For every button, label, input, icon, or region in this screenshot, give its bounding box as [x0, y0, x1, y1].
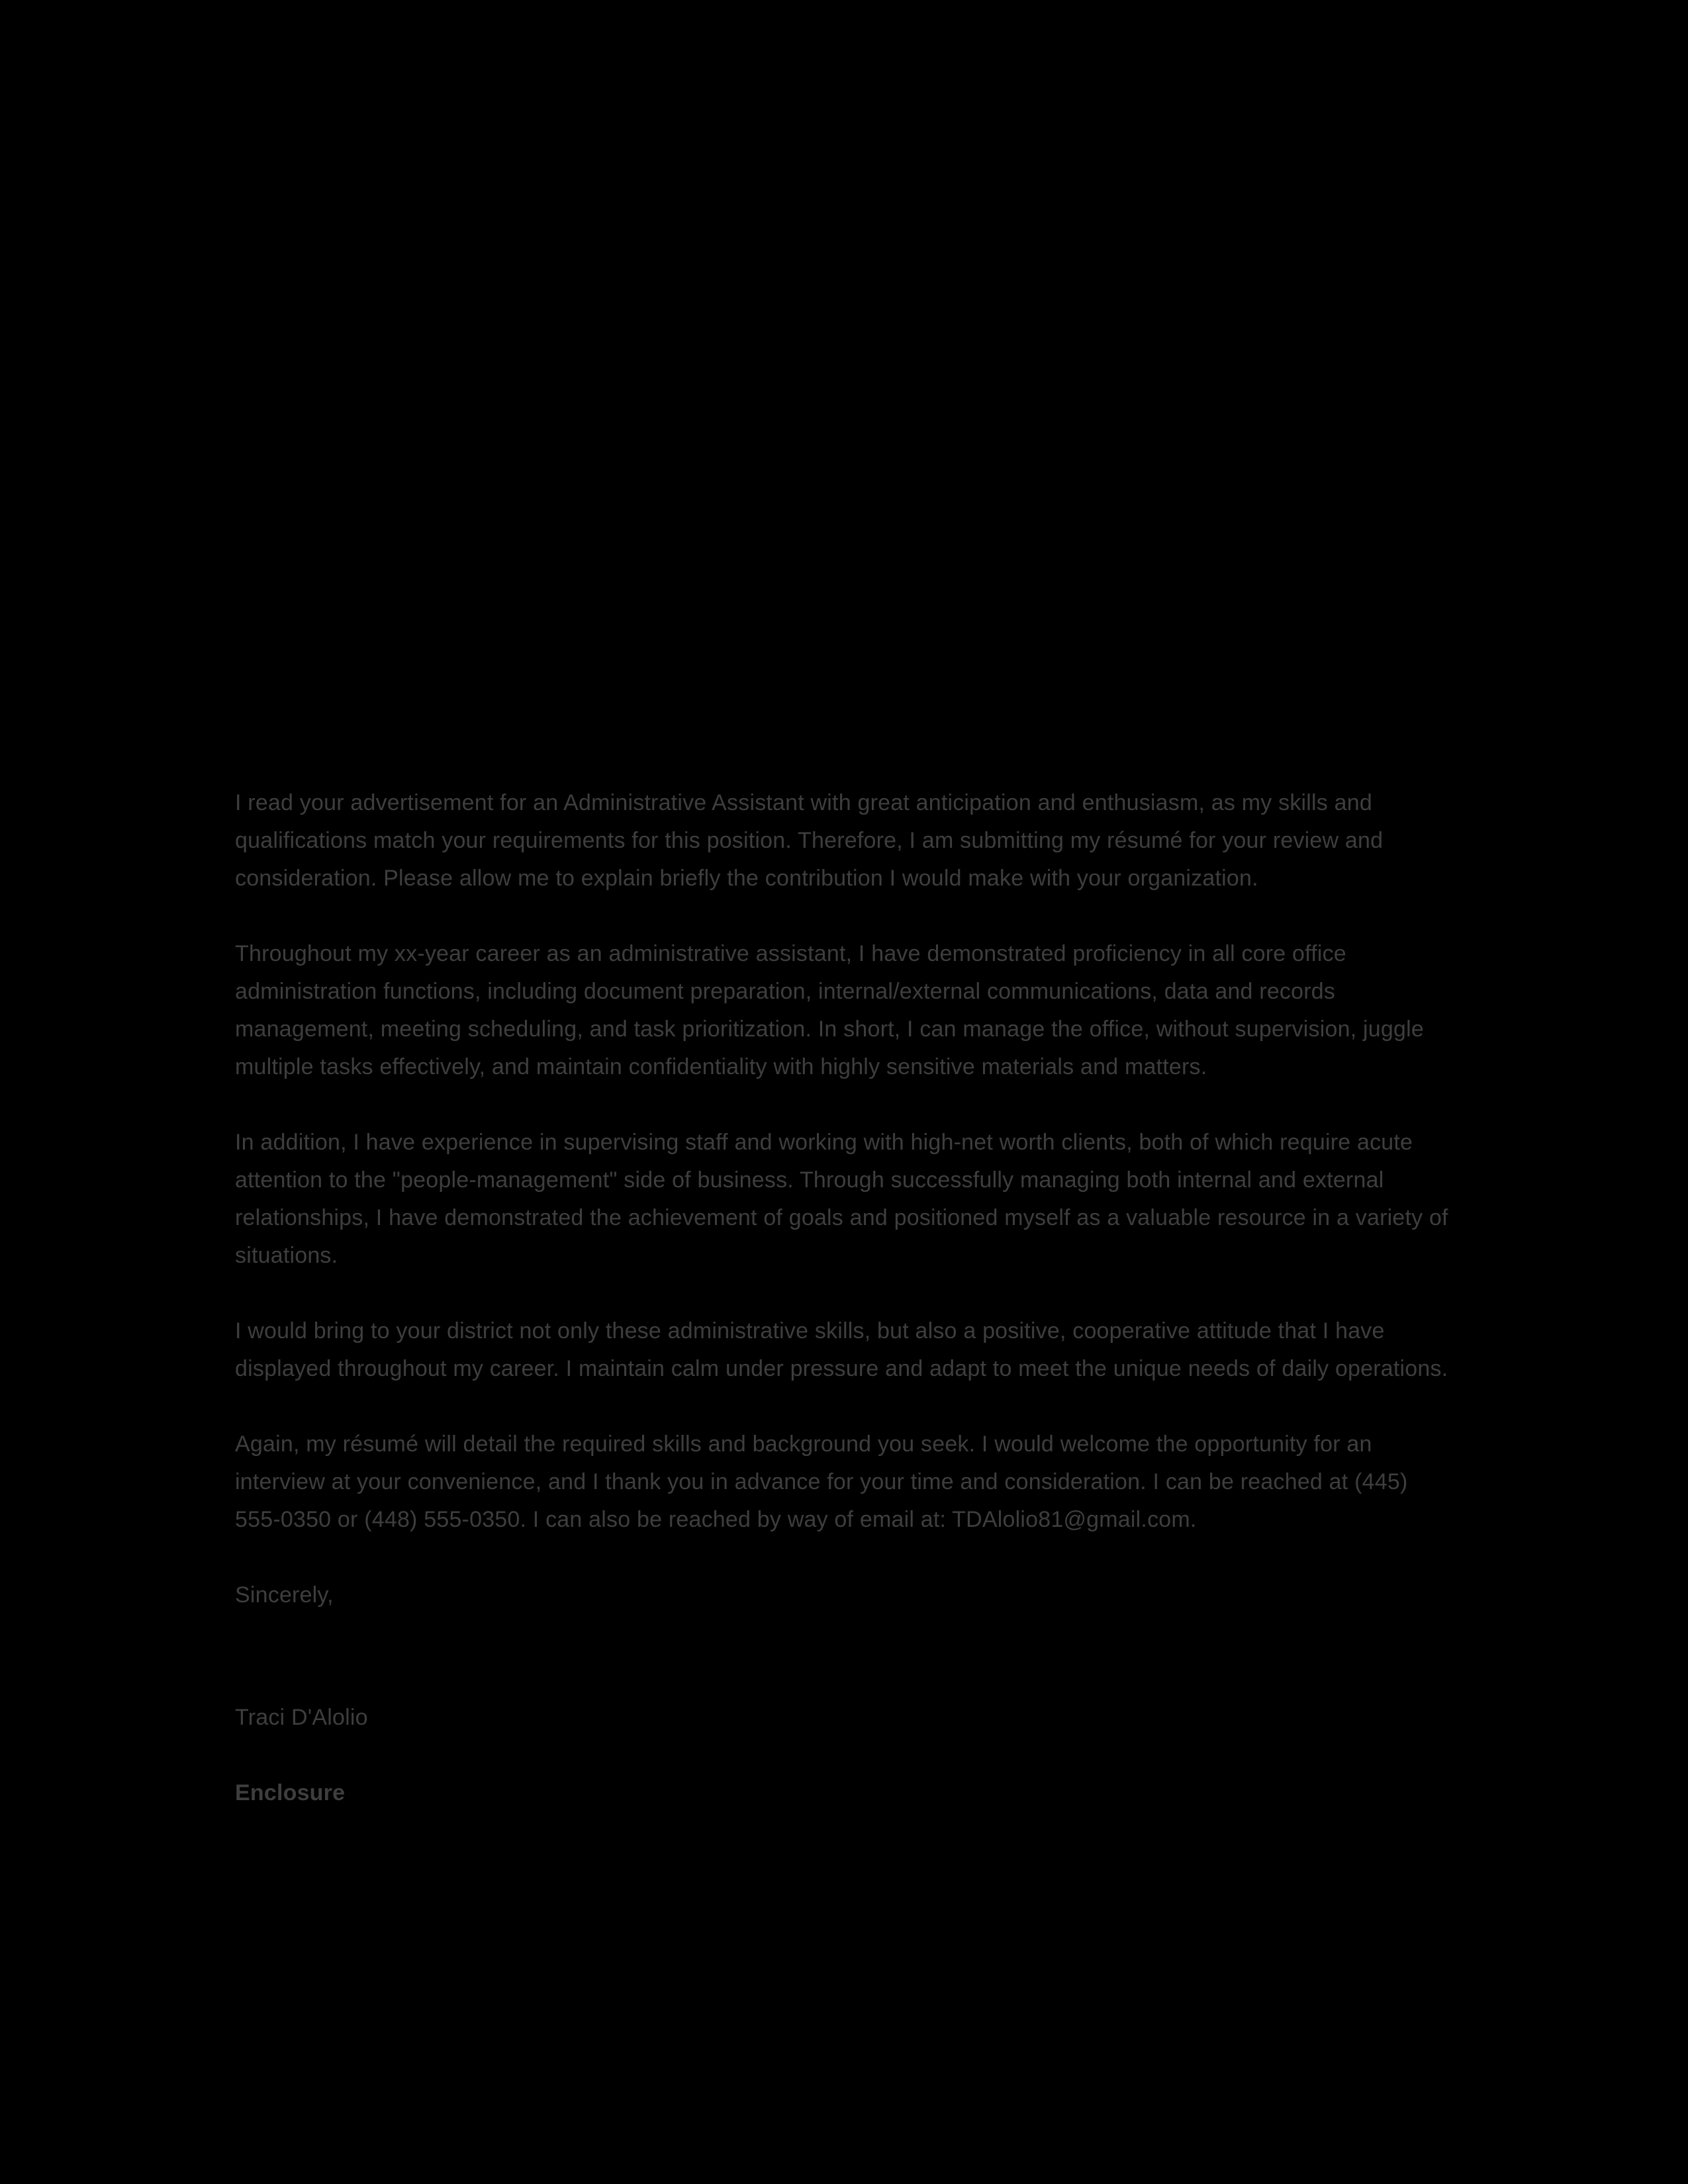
letter-paragraph: I read your advertisement for an Administrative Assistant with great anticipation and enthusiasm, as my skills and qualifications match your requirements for this position. Therefore, I am submitting my résumé for your review and consideration. Please allow me to explain briefly the contribution I would make with your organization.: [235, 790, 1383, 891]
signature-name: Traci D'Alolio: [235, 1705, 368, 1730]
letter-paragraph: Throughout my xx-year career as an administrative assistant, I have demonstrated proficiency in all core office administration functions, including document preparation, internal/external communications, data and records management, meeting scheduling, and task prioritization. In short, I can manage the office, without supervision, juggle multiple tasks effectively, and maintain confidentiality with highly sensitive materials and matters.: [235, 941, 1424, 1079]
letter-body: [235, 784, 1450, 1850]
enclosure-label: Enclosure: [235, 1780, 346, 1805]
letter-paragraph: In addition, I have experience in supervising staff and working with high-net worth clients, both of which require acute attention to the "people-management" side of business. Through successfully managing both internal and external relationships, I have demonstrated the achievement of goals and positioned myself as a valuable resource in a variety of situations.: [235, 1130, 1448, 1268]
signature-block: [235, 1699, 1450, 1812]
letter-paragraph: I would bring to your district not only these administrative skills, but also a positive, cooperative attitude that I have displayed throughout my career. I maintain calm under pressure and adapt to meet the unique needs of daily operations.: [235, 1318, 1448, 1381]
letter-closing: Sincerely,: [235, 1582, 334, 1608]
letter-paragraph: Again, my résumé will detail the required skills and background you seek. I would welcome the opportunity for an interview at your convenience, and I thank you in advance for your time and consideration. I can be reached at (445) 555-0350 or (448) 555-0350. I can also be reached by way of email at: TDAlolio81@gmail.com.: [235, 1432, 1408, 1532]
